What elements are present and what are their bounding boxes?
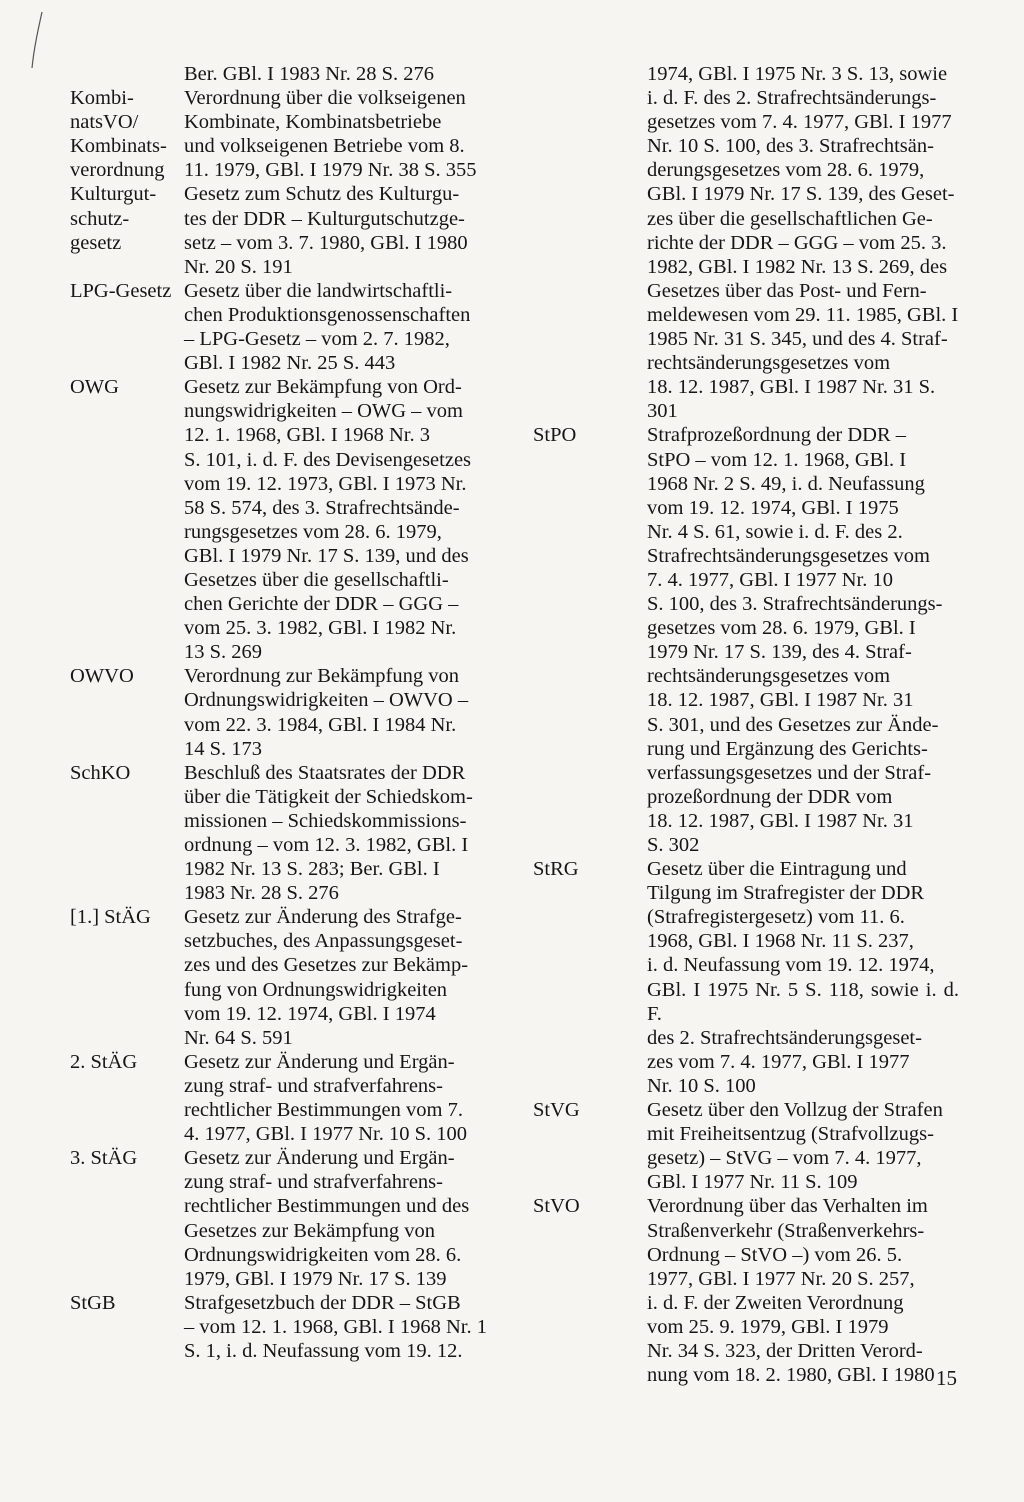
abbreviation-entry bbox=[70, 62, 506, 86]
abbreviation-term: StGB bbox=[70, 1291, 116, 1314]
abbreviation-term: StVG bbox=[533, 1099, 580, 1122]
abbreviation-entry bbox=[70, 664, 506, 760]
abbreviation-definition: Verordnung zur Bekämpfung von Ordnungswidrigkeiten – OWVO – vom 22. 3. 1984, GBl. I 1984 Nr. 14 S. 173 bbox=[184, 665, 469, 760]
abbreviation-entry bbox=[533, 62, 959, 423]
abbreviation-entry bbox=[70, 905, 506, 1050]
abbreviation-definition: Beschluß des Staatsrates der DDR über die Tätigkeit der Schiedskom- missionen – Schiedskommissions- ordnung – vom 12. 3. 1982, GBl. I 1982 Nr. 13 S. 283; Ber. GBl. I 1983 Nr. 28 S. 276 bbox=[184, 761, 473, 905]
abbreviation-definition: Gesetz über die Eintragung und Tilgung im Strafregister der DDR (Strafregistergesetz) vom 11. 6. 1968, GBl. I 1968 Nr. 11 S. 237, i. d. Neufassung vom 19. 12. 1974, GBl. I 1975 Nr. 5 S. 118, sowie i. d. F. des 2. Strafrechtsänderungsgeset- zes vom 7. 4. 1977, GBl. I 1977 Nr. 10 S. 100 bbox=[647, 858, 959, 1097]
abbreviation-entry bbox=[70, 1291, 506, 1363]
abbreviation-definition: Gesetz zur Änderung des Strafge- setzbuches, des Anpassungsgeset- zes und des Gesetzes zur Bekämp- fung von Ordnungswidrigkeiten vom 19. 12. 1974, GBl. I 1974 Nr. 64 S. 591 bbox=[184, 906, 469, 1049]
abbreviation-definition: Gesetz über den Vollzug der Strafen mit Freiheitsentzug (Strafvollzugs- gesetz) – StVG – vom 7. 4. 1977, GBl. I 1977 Nr. 11 S. 109 bbox=[647, 1099, 943, 1194]
abbreviation-entry bbox=[70, 1146, 506, 1291]
right-column bbox=[533, 62, 959, 1387]
abbreviation-entry bbox=[533, 857, 959, 1098]
abbreviation-term: OWG bbox=[70, 376, 119, 399]
abbreviation-entry bbox=[533, 1194, 959, 1387]
abbreviation-term: StVO bbox=[533, 1195, 580, 1218]
abbreviation-definition: Gesetz zur Änderung und Ergän- zung straf- und strafverfahrens- rechtlicher Bestimmungen und des Gesetzes zur Bekämpfung von Ordnungswidrigkeiten vom 28. 6. 1979, GBl. I 1979 Nr. 17 S. 139 bbox=[184, 1147, 470, 1290]
abbreviation-entry bbox=[70, 1050, 506, 1146]
abbreviation-term: StPO bbox=[533, 424, 577, 447]
abbreviation-entry bbox=[70, 761, 506, 906]
abbreviation-definition: Strafgesetzbuch der DDR – StGB – vom 12. 1. 1968, GBl. I 1968 Nr. 1 S. 1, i. d. Neufassung vom 19. 12. bbox=[184, 1291, 487, 1362]
abbreviation-definition: Ber. GBl. I 1983 Nr. 28 S. 276 bbox=[184, 63, 434, 85]
abbreviation-term: SchKO bbox=[70, 761, 131, 784]
left-column bbox=[70, 62, 506, 1363]
abbreviation-term: StRG bbox=[533, 858, 579, 881]
abbreviation-entry bbox=[70, 182, 506, 278]
abbreviation-term: LPG-Gesetz bbox=[70, 279, 172, 302]
abbreviation-entry bbox=[70, 375, 506, 664]
abbreviation-definition: Verordnung über das Verhalten im Straßenverkehr (Straßenverkehrs- Ordnung – StVO –) vom 26. 5. 1977, GBl. I 1977 Nr. 20 S. 257, i. d. F. der Zweiten Verordnung vom 25. 9. 1979, GBl. I 1979 Nr. 34 S. 323, der Dritten Verord- nung vom 18. 2. 1980, GBl. I 1980 bbox=[647, 1195, 935, 1387]
abbreviation-term: OWVO bbox=[70, 665, 134, 688]
pen-stroke-mark bbox=[30, 10, 44, 70]
abbreviation-term: [1.] StÄG bbox=[70, 906, 151, 929]
abbreviation-definition: Strafprozeßordnung der DDR – StPO – vom 12. 1. 1968, GBl. I 1968 Nr. 2 S. 49, i. d. Neufassung vom 19. 12. 1974, GBl. I 1975 Nr. 4 S. 61, sowie i. d. F. des 2. Strafrechtsänderungsgesetzes vom 7. 4. 1977, GBl. I 1977 Nr. 10 S. 100, des 3. Strafrechtsänderungs- gesetzes vom 28. 6. 1979, GBl. I 1979 Nr. 17 S. 139, des 4. Straf- rechtsänderungsgesetzes vom 18. 12. 1987, GBl. I 1987 Nr. 31 S. 301, und des Gesetzes zur Ände- rung und Ergänzung des Gerichts- verfassungsgesetzes und der Straf- prozeßordnung der DDR vom 18. 12. 1987, GBl. I 1987 Nr. 31 S. 302 bbox=[647, 424, 943, 856]
abbreviation-term: 3. StÄG bbox=[70, 1147, 138, 1170]
abbreviation-definition: Gesetz zum Schutz des Kulturgu- tes der DDR – Kulturgutschutzge- setz – vom 3. 7. 1980, GBl. I 1980 Nr. 20 S. 191 bbox=[184, 183, 468, 278]
abbreviation-definition: Gesetz zur Bekämpfung von Ord- nungswidrigkeiten – OWG – vom 12. 1. 1968, GBl. I 1968 Nr. 3 S. 101, i. d. F. des Devisengesetzes vom 19. 12. 1973, GBl. I 1973 Nr. 58 S. 574, des 3. Strafrechtsände- rungsgesetzes vom 28. 6. 1979, GBl. I 1979 Nr. 17 S. 139, und des Gesetzes über die gesellschaftli- chen Gerichte der DDR – GGG – vom 25. 3. 1982, GBl. I 1982 Nr. 13 S. 269 bbox=[184, 376, 472, 664]
abbreviation-entry bbox=[533, 1098, 959, 1194]
abbreviation-entry bbox=[70, 279, 506, 375]
abbreviation-entry bbox=[533, 423, 959, 857]
abbreviation-entry bbox=[70, 86, 506, 182]
abbreviation-definition: Gesetz über die landwirtschaftli- chen Produktionsgenossenschaften – LPG-Gesetz – vom 2. 7. 1982, GBl. I 1982 Nr. 25 S. 443 bbox=[184, 279, 471, 375]
abbreviation-definition: 1974, GBl. I 1975 Nr. 3 S. 13, sowie i. d. F. des 2. Strafrechtsänderungs- gesetzes vom 7. 4. 1977, GBl. I 1977 Nr. 10 S. 100, des 3. Strafrechtsän- derungsgesetzes vom 28. 6. 1979, GBl. I 1979 Nr. 17 S. 139, des Geset- zes über die gesellschaftlichen Ge- richte der DDR – GGG – vom 25. 3. 1982, GBl. I 1982 Nr. 13 S. 269, des Gesetzes über das Post- und Fern- meldewesen vom 29. 11. 1985, GBl. I 1985 Nr. 31 S. 345, und des 4. Straf- rechtsänderungsgesetzes vom 18. 12. 1987, GBl. I 1987 Nr. 31 S. 301 bbox=[647, 63, 959, 423]
abbreviation-definition: Gesetz zur Änderung und Ergän- zung straf- und strafverfahrens- rechtlicher Bestimmungen vom 7. 4. 1977, GBl. I 1977 Nr. 10 S. 100 bbox=[184, 1050, 468, 1146]
abbreviation-term: Kulturgut- schutz- gesetz bbox=[70, 183, 157, 254]
abbreviation-term: 2. StÄG bbox=[70, 1050, 138, 1073]
abbreviation-term: Kombi- natsVO/ Kombinats- verordnung bbox=[70, 87, 167, 182]
page-number: 15 bbox=[936, 1366, 957, 1390]
abbreviation-definition: Verordnung über die volkseigenen Kombinate, Kombinatsbetriebe und volkseigenen Betriebe vom 8. 11. 1979, GBl. I 1979 Nr. 38 S. 355 bbox=[184, 87, 477, 182]
